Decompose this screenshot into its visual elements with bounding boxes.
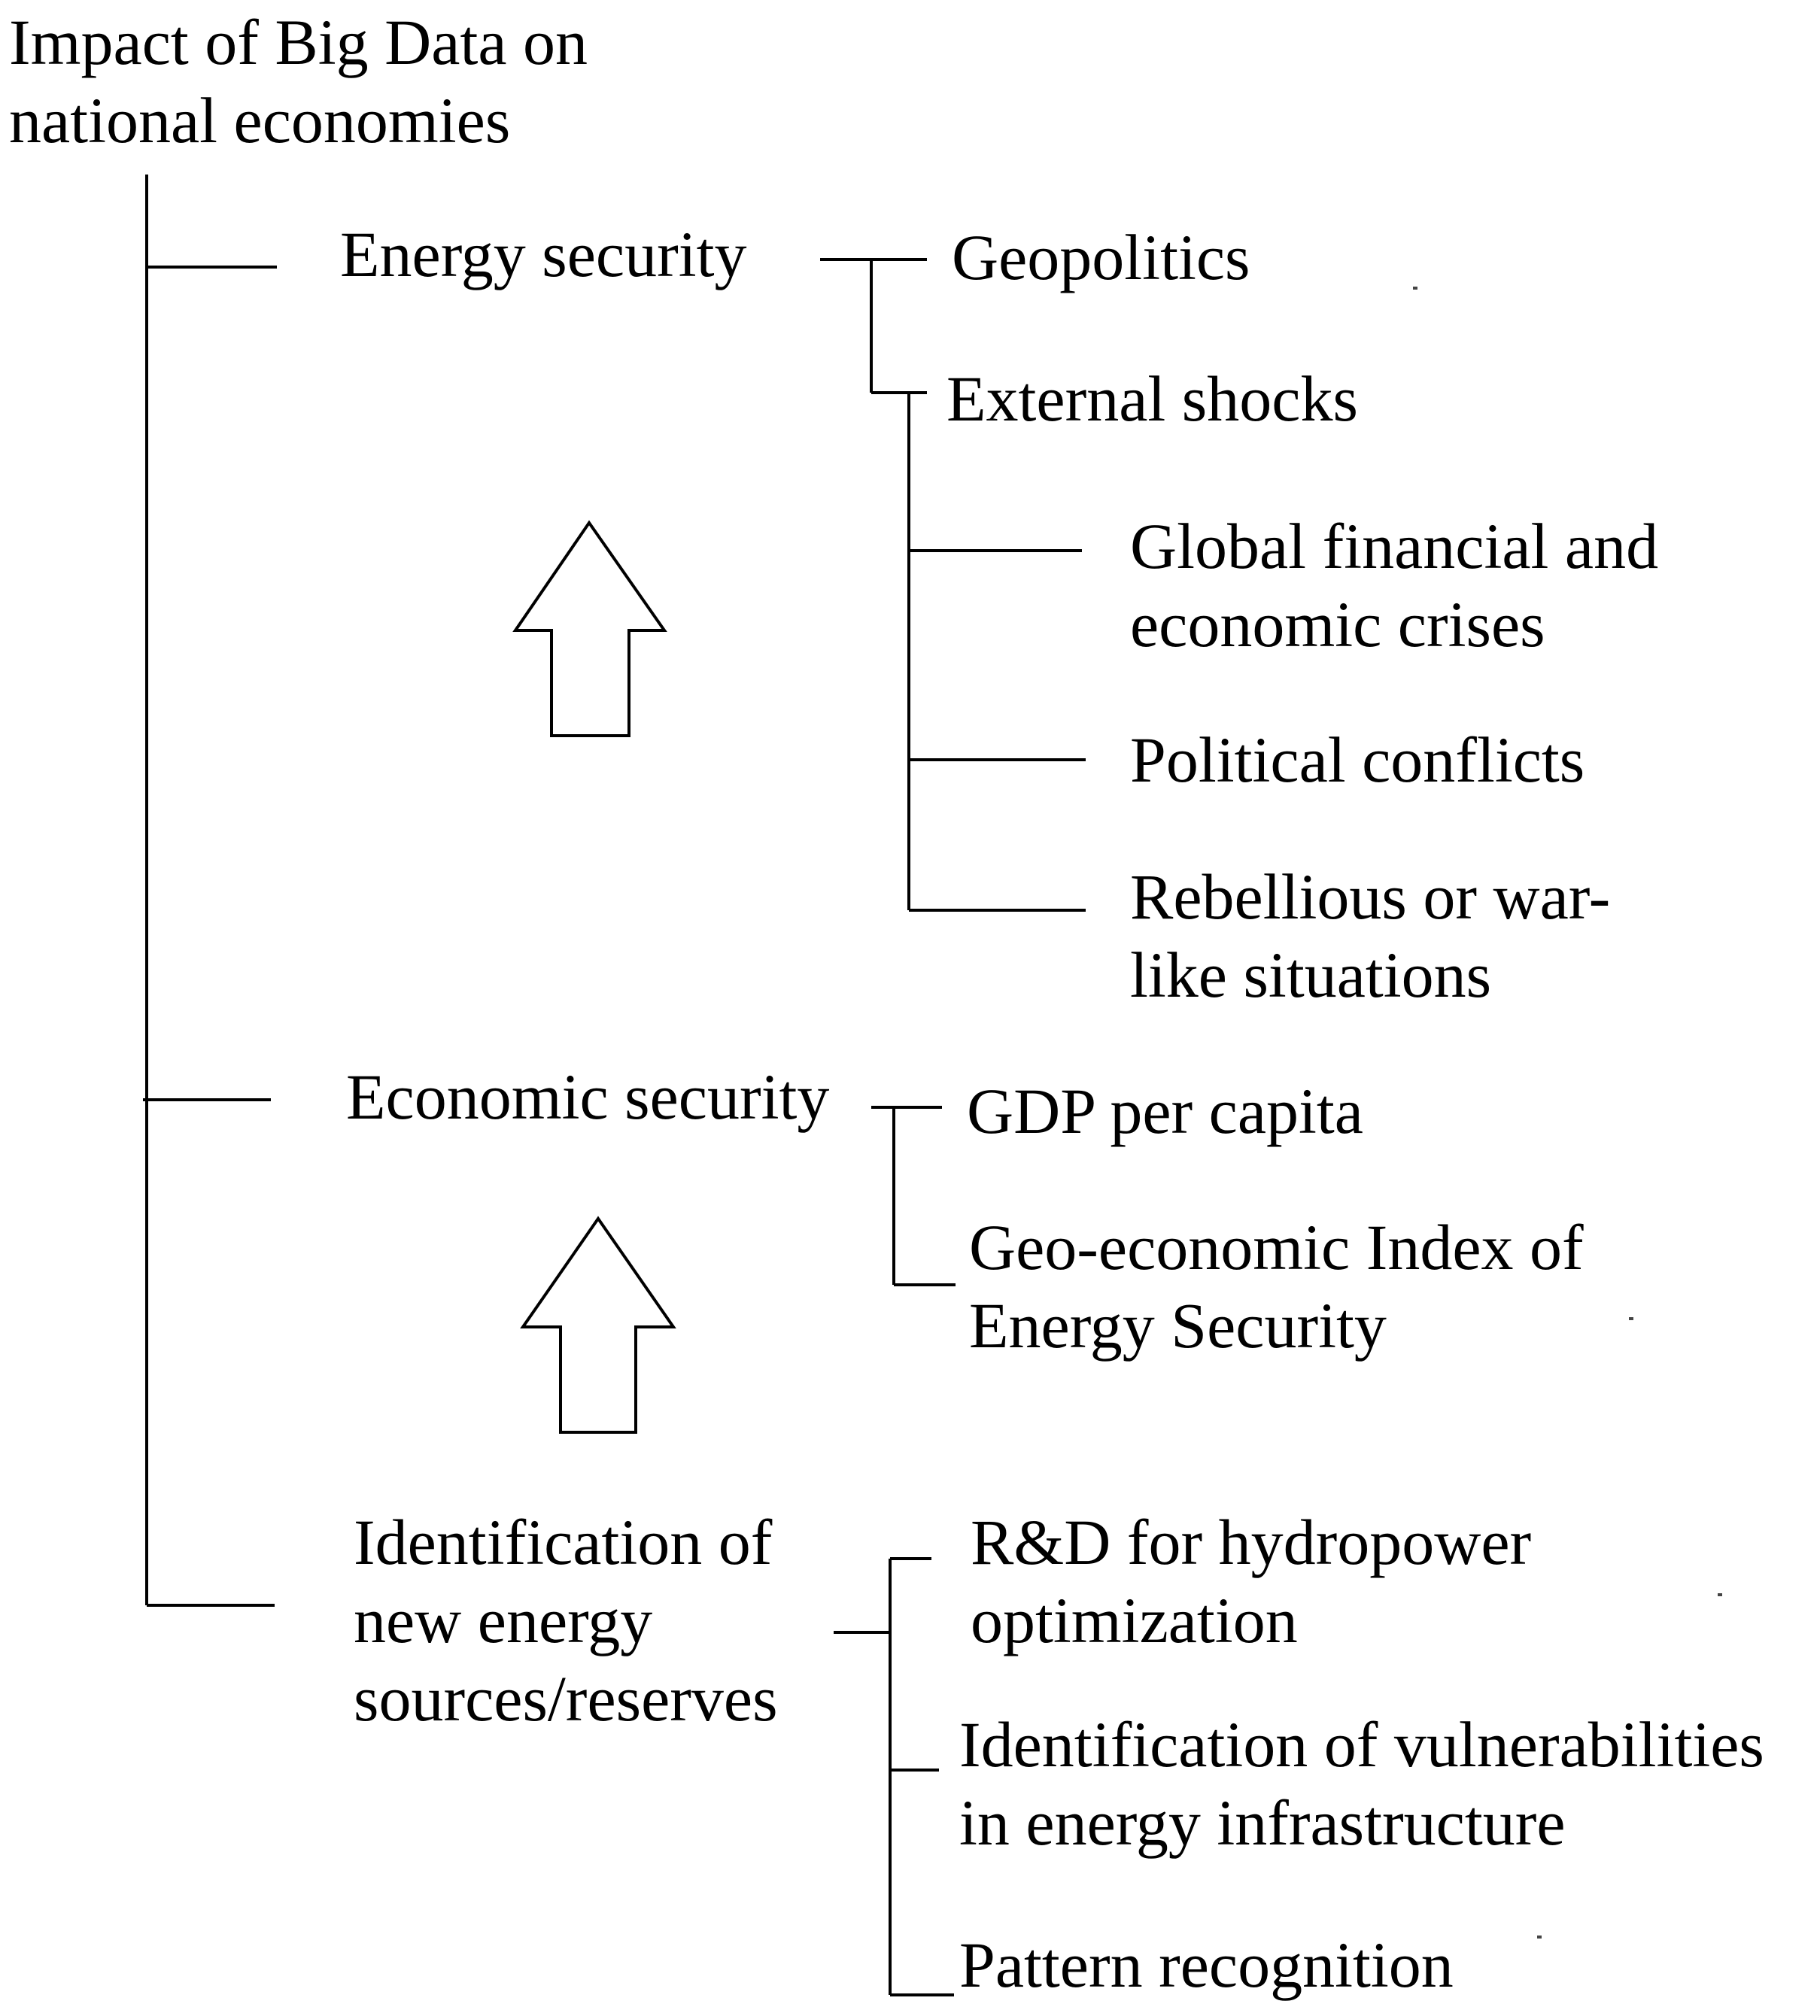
branch-new-energy-sources: Identification of new energy sources/reserves xyxy=(354,1506,778,1735)
root-title: Impact of Big Data on national economies xyxy=(9,6,588,156)
node-pattern-recognition: Pattern recognition xyxy=(959,1929,1454,2001)
node-gdp-per-capita: GDP per capita xyxy=(967,1075,1363,1147)
scan-speck xyxy=(1629,1317,1633,1320)
node-external-shocks: External shocks xyxy=(946,363,1358,435)
node-rebellious-situations: Rebellious or war- like situations xyxy=(1130,861,1611,1011)
branch-economic-security: Economic security xyxy=(346,1061,830,1133)
up-arrow-icon xyxy=(515,523,664,736)
up-arrow-icon xyxy=(523,1219,673,1432)
node-rnd-hydropower: R&D for hydropower optimization xyxy=(971,1506,1532,1656)
scan-speck xyxy=(1413,287,1417,290)
node-global-financial-crises: Global financial and economic crises xyxy=(1130,510,1659,660)
branch-energy-security: Energy security xyxy=(340,218,747,290)
node-geopolitics: Geopolitics xyxy=(952,221,1250,293)
node-infrastructure-vulnerabilities: Identification of vulnerabilities in energy infrastructure xyxy=(959,1708,1764,1859)
node-geo-economic-index: Geo-economic Index of Energy Security xyxy=(969,1211,1584,1362)
scan-speck xyxy=(1718,1593,1722,1596)
node-political-conflicts: Political conflicts xyxy=(1130,724,1585,796)
scan-speck xyxy=(1537,1936,1542,1939)
